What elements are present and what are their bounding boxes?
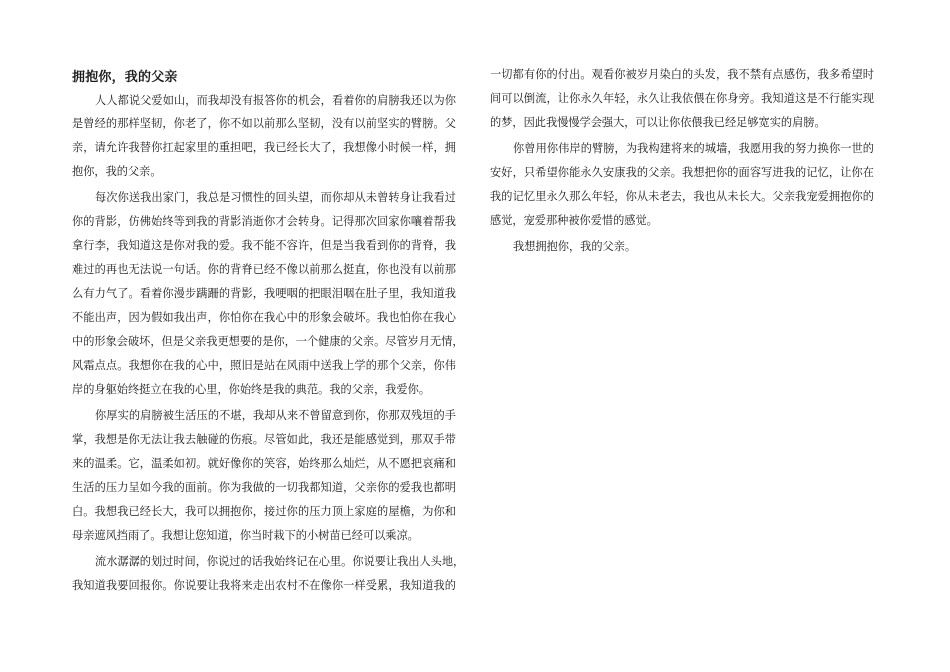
paragraph-line: 人人都说父爱如山，而我却没有报答你的机会，看着你的肩膀我还以为你 bbox=[95, 94, 456, 107]
paragraph-line: 岸的身躯始终挺立在我的心里，你始终是我的典范。我的父亲，我爱你。 bbox=[72, 383, 431, 396]
paragraph-line: 一切都有你的付出。观看你被岁月染白的头发，我不禁有点感伤，我多希望时 bbox=[490, 68, 874, 81]
paragraph-line: 中的形象会破坏，但是父亲我更想要的是你，一个健康的父亲。尽管岁月无情， bbox=[72, 335, 464, 348]
paragraph-line: 来的温柔。它，温柔如初。就好像你的笑容，始终那么灿烂，从不愿把哀痛和 bbox=[72, 457, 456, 470]
paragraph-line: 掌，我想是你无法让我去触碰的伤痕。尽管如此，我还是能感觉到，那双手带 bbox=[72, 433, 456, 446]
paragraph-line: 亲，请允许我替你扛起家里的重担吧，我已经长大了，我想像小时候一样，拥 bbox=[72, 141, 456, 154]
paragraph-line: 抱你，我的父亲。 bbox=[72, 165, 162, 178]
paragraph-line: 你的背影，仿佛始终等到我的背影消逝你才会转身。记得那次回家你嚷着帮我 bbox=[72, 215, 456, 228]
paragraph-line: 拿行李，我知道这是你对我的爱。我不能不容许，但是当我看到你的背脊，我 bbox=[72, 239, 456, 252]
paragraph-line: 不能出声，因为假如我出声，你怕你在我心中的形象会破坏。我也怕你在我心 bbox=[72, 311, 456, 324]
paragraph-line: 是曾经的那样坚韧，你老了，你不如以前那么坚韧，没有以前坚实的臂膀。父 bbox=[72, 117, 456, 130]
paragraph-line: 你厚实的肩膀被生活压的不堪，我却从来不曾留意到你，你那双残垣的手 bbox=[95, 409, 456, 422]
page-title: 拥抱你，我的父亲 bbox=[72, 70, 178, 85]
paragraph-line: 我的记忆里永久那么年轻，你从未老去，我也从未长大。父亲我宠爱拥抱你的 bbox=[490, 190, 874, 203]
paragraph-line: 安好，只希望你能永久安康我的父亲。我想把你的面容写进我的记忆，让你在 bbox=[490, 166, 874, 179]
paragraph-line: 的梦，因此我慢慢学会强大，可以让你依偎我已经足够宽实的肩膀。 bbox=[490, 116, 826, 129]
paragraph-line: 每次你送我出家门，我总是习惯性的回头望，而你却从未曾转身让我看过 bbox=[95, 191, 456, 204]
paragraph-line: 流水潺潺的划过时间，你说过的话我始终记在心里。你说要让我出人头地， bbox=[95, 555, 465, 568]
paragraph-line: 你曾用你伟岸的臂膀，为我构建将来的城墙，我愿用我的努力换你一世的 bbox=[513, 142, 874, 155]
paragraph-line: 生活的压力呈如今我的面前。你为我做的一切我都知道，父亲你的爱我也都明 bbox=[72, 481, 456, 494]
paragraph-line: 白。我想我已经长大，我可以拥抱你，接过你的压力顶上家庭的屋檐，为你和 bbox=[72, 505, 456, 518]
paragraph-line: 间可以倒流，让你永久年轻，永久让我依偎在你身旁。我知道这是不行能实现 bbox=[490, 92, 874, 105]
paragraph-line: 感觉，宠爱那种被你爱惜的感觉。 bbox=[490, 214, 658, 227]
paragraph-line: 风霜点点。我想你在我的心中，照旧是站在风雨中送我上学的那个父亲，你伟 bbox=[72, 359, 456, 372]
paragraph-line: 么有力气了。看着你漫步蹒跚的背影，我哽咽的把眼泪咽在肚子里，我知道我 bbox=[72, 287, 456, 300]
paragraph-line: 难过的再也无法说一句话。你的背脊已经不像以前那么挺直，你也没有以前那 bbox=[72, 263, 456, 276]
paragraph-line: 我知道我要回报你。你说要让我将来走出农村不在像你一样受累，我知道我的 bbox=[72, 579, 456, 592]
paragraph-line: 母亲遮风挡雨了。我想让您知道，你当时栽下的小树苗已经可以乘凉。 bbox=[72, 529, 419, 542]
paragraph-line: 我想拥抱你，我的父亲。 bbox=[513, 240, 637, 253]
